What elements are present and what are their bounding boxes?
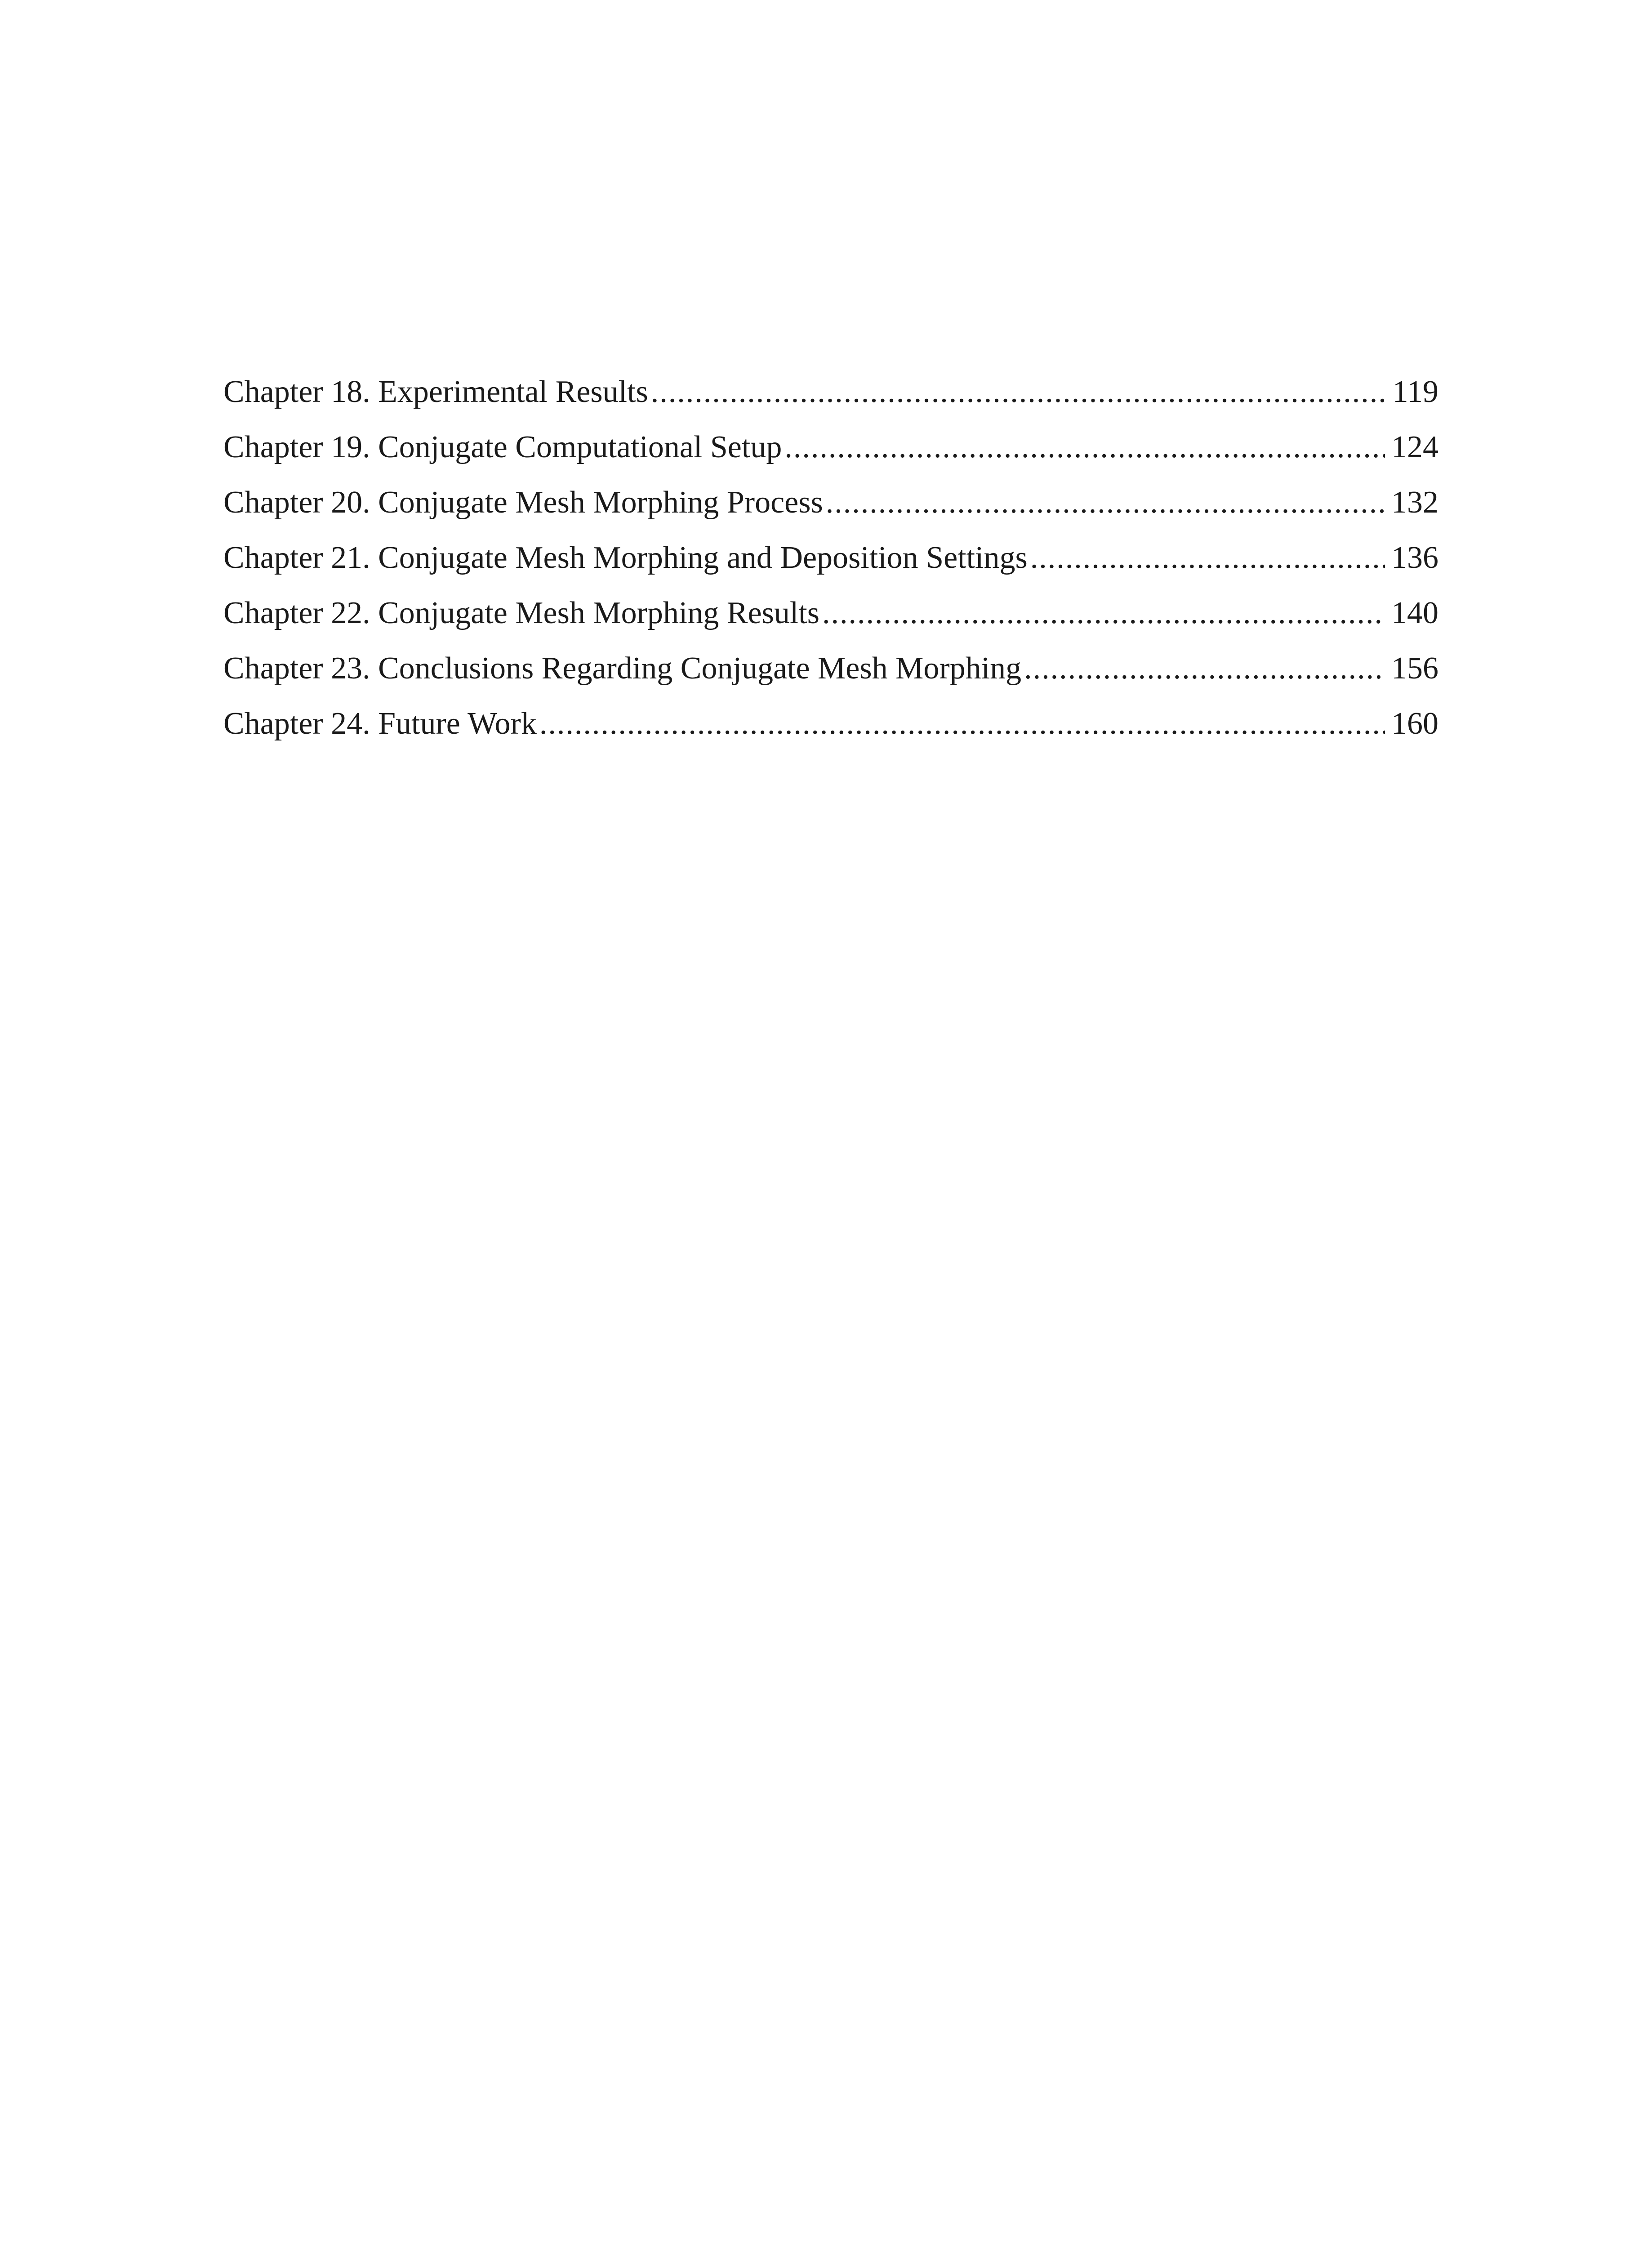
toc-entry-page: 119 (1392, 375, 1438, 409)
table-of-contents (223, 364, 1438, 751)
toc-entry-chapter-21[interactable] (223, 530, 1438, 585)
dot-leader (822, 585, 1385, 641)
toc-entry-title: Chapter 18. Experimental Results (223, 375, 648, 409)
toc-entry-title: Chapter 22. Conjugate Mesh Morphing Results (223, 596, 820, 630)
toc-entry-chapter-23[interactable] (223, 641, 1438, 696)
toc-entry-title: Chapter 23. Conclusions Regarding Conjugate Mesh Morphing (223, 651, 1022, 686)
toc-entry-title: Chapter 24. Future Work (223, 706, 537, 741)
dot-leader (784, 419, 1385, 475)
dot-leader (651, 364, 1386, 419)
toc-entry-page: 136 (1391, 540, 1438, 575)
toc-entry-title: Chapter 20. Conjugate Mesh Morphing Process (223, 485, 823, 520)
toc-entry-title: Chapter 21. Conjugate Mesh Morphing and Deposition Settings (223, 540, 1028, 575)
dot-leader (1030, 530, 1385, 585)
dot-leader (539, 696, 1385, 751)
toc-entry-chapter-22[interactable] (223, 585, 1438, 641)
dot-leader (1024, 641, 1385, 696)
toc-entry-page: 156 (1391, 651, 1438, 686)
toc-entry-chapter-18[interactable] (223, 364, 1438, 419)
toc-entry-chapter-20[interactable] (223, 475, 1438, 530)
toc-entry-chapter-24[interactable] (223, 696, 1438, 751)
toc-entry-page: 132 (1391, 485, 1438, 520)
toc-entry-title: Chapter 19. Conjugate Computational Setup (223, 430, 782, 464)
toc-entry-page: 140 (1391, 596, 1438, 630)
toc-entry-page: 124 (1391, 430, 1438, 464)
toc-entry-chapter-19[interactable] (223, 419, 1438, 475)
toc-entry-page: 160 (1391, 706, 1438, 741)
dot-leader (826, 475, 1385, 530)
